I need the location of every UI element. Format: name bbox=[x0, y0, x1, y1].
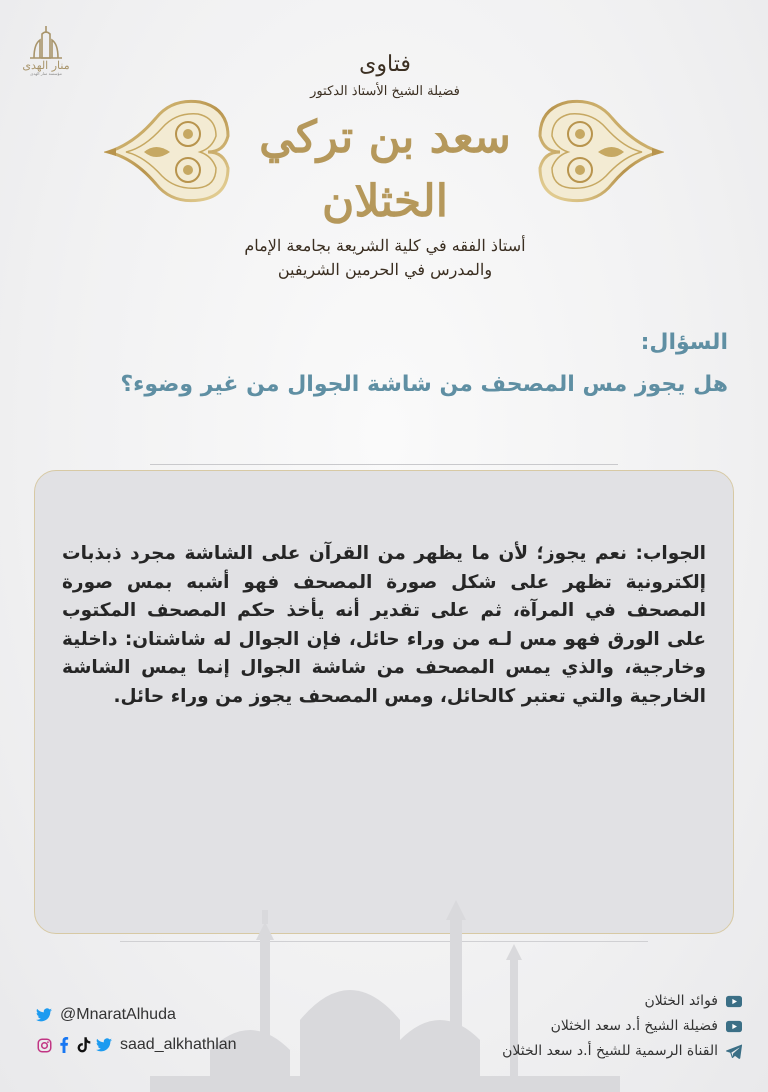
facebook-icon[interactable] bbox=[56, 1037, 72, 1053]
honorific: فضيلة الشيخ الأستاذ الدكتور bbox=[310, 84, 460, 99]
twitter-handle[interactable]: @MnaratAlhuda bbox=[60, 1006, 176, 1023]
multi-handle[interactable]: saad_alkhathlan bbox=[120, 1036, 237, 1053]
instagram-icon[interactable] bbox=[36, 1037, 52, 1053]
tiktok-icon[interactable] bbox=[76, 1037, 92, 1053]
channel-row[interactable] bbox=[426, 1015, 746, 1037]
channel-label[interactable]: القناة الرسمية للشيخ أ.د سعد الخثلان bbox=[502, 1043, 718, 1059]
answer-text: الجواب: نعم يجوز؛ لأن ما يظهر من القرآن على الشاشة مجرد ذبذبات إلكترونية تظهر على شكل صورة المصحف فهو أشبه بمس صورة المصحف في المرآة، ثم على تقدير أنه يأخذ حكم المصحف المكتوب على الورق فهو مس لـه من وراء حائل، فإن الجوال له شاشتان: داخلية وخارجية، والذي يمس المصحف من شاشة الجوال إنما يمس الشاشة الخارجية والتي تعتبر كالحائل، ومس المصحف يجوز من وراء حائل. bbox=[62, 543, 706, 707]
logo-subtitle: مؤسسة منار الهدى bbox=[30, 71, 62, 76]
youtube-icon[interactable] bbox=[726, 1018, 742, 1034]
scholar-title-line1: أستاذ الفقه في كلية الشريعة بجامعة الإمام bbox=[244, 236, 526, 255]
question-section bbox=[40, 326, 728, 404]
question-text: هل يجوز مس المصحف من شاشة الجوال من غير وضوء؟ bbox=[120, 372, 728, 397]
channel-row[interactable] bbox=[426, 1040, 746, 1062]
scholar-name: سعد بن تركي الخثلان bbox=[259, 112, 511, 227]
channel-row[interactable] bbox=[426, 990, 746, 1012]
logo-name: منار الهدى bbox=[22, 59, 70, 72]
channel-label[interactable]: فوائد الخثلان bbox=[644, 993, 718, 1009]
fatawa-heading: فتاوى bbox=[359, 52, 411, 77]
youtube-icon[interactable] bbox=[726, 993, 742, 1009]
footer-social-right bbox=[426, 990, 746, 1065]
question-label: السؤال: bbox=[640, 330, 728, 355]
footer-social-left bbox=[36, 1004, 296, 1064]
divider bbox=[150, 464, 618, 465]
channel-label[interactable]: فضيلة الشيخ أ.د سعد الخثلان bbox=[550, 1018, 718, 1034]
social-row-multi bbox=[36, 1034, 296, 1056]
minaret-logo-icon bbox=[26, 24, 66, 62]
telegram-icon[interactable] bbox=[726, 1043, 742, 1059]
twitter-icon[interactable] bbox=[96, 1037, 112, 1053]
institution-logo bbox=[18, 24, 74, 92]
social-row-twitter bbox=[36, 1004, 296, 1026]
header bbox=[200, 50, 570, 282]
twitter-icon[interactable] bbox=[36, 1007, 52, 1023]
scholar-title-line2: والمدرس في الحرمين الشريفين bbox=[277, 260, 493, 279]
